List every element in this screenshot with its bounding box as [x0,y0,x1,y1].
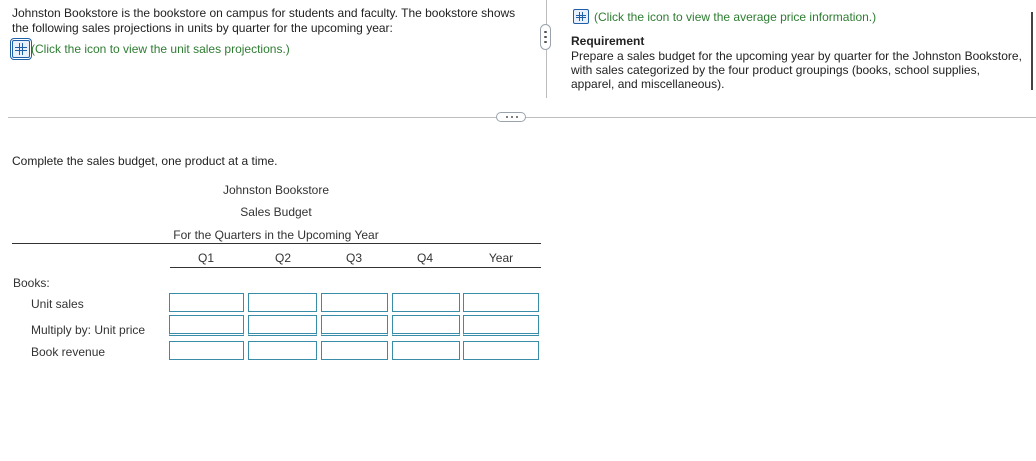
section-label-books: Books: [13,276,50,290]
unit-price-q4-input[interactable] [392,315,460,336]
row-label-unit-sales: Unit sales [31,297,84,311]
column-header-q2: Q2 [274,251,291,265]
unit-price-q3-input[interactable] [321,315,388,336]
vertical-resize-handle[interactable] [540,24,551,50]
unit-sales-q1-input[interactable] [169,293,244,312]
book-revenue-q4-input[interactable] [392,341,460,360]
book-revenue-q1-input[interactable] [169,341,244,360]
unit-price-year-input[interactable] [463,315,539,336]
scrollbar-edge[interactable] [1031,12,1033,90]
company-name: Johnston Bookstore [222,183,330,197]
row-label-unit-price: Multiply by: Unit price [31,323,146,337]
column-header-q3: Q3 [345,251,362,265]
budget-title: Sales Budget [240,205,312,219]
table-icon[interactable] [12,40,30,58]
unit-sales-link-text[interactable]: (Click the icon to view the unit sales projections.) [31,42,290,56]
row-label-book-revenue: Book revenue [31,345,106,359]
unit-sales-link[interactable] [12,40,290,58]
horizontal-resize-handle[interactable] [496,112,526,122]
requirement-text: Prepare a sales budget for the upcoming year by quarter for the Johnston Bookstore, with sales categorized by the four product groupings (books, school supplies, apparel, and miscellaneous). [571,49,1022,91]
book-revenue-q3-input[interactable] [321,341,388,360]
instruction-text: Complete the sales budget, one product at a time. [12,154,278,168]
unit-sales-q2-input[interactable] [248,293,317,312]
unit-price-q2-input[interactable] [248,315,317,336]
header-rule [12,243,541,244]
table-icon[interactable] [573,9,589,24]
requirement-title: Requirement [571,34,645,48]
book-revenue-q2-input[interactable] [248,341,317,360]
price-info-link[interactable] [573,9,876,24]
book-revenue-year-input[interactable] [463,341,539,360]
column-header-rule [170,267,541,268]
price-info-link-text[interactable]: (Click the icon to view the average price information.) [594,9,877,24]
column-header-q4: Q4 [416,251,433,265]
unit-price-q1-input[interactable] [169,315,244,336]
unit-sales-year-input[interactable] [463,293,539,312]
unit-sales-q4-input[interactable] [392,293,460,312]
column-header-year: Year [488,251,514,265]
intro-text: Johnston Bookstore is the bookstore on campus for students and faculty. The bookstore shows the following sales projections in units by quarter for the upcoming year: [12,6,516,35]
unit-sales-q3-input[interactable] [321,293,388,312]
column-header-q1: Q1 [197,251,214,265]
budget-period: For the Quarters in the Upcoming Year [173,228,379,242]
